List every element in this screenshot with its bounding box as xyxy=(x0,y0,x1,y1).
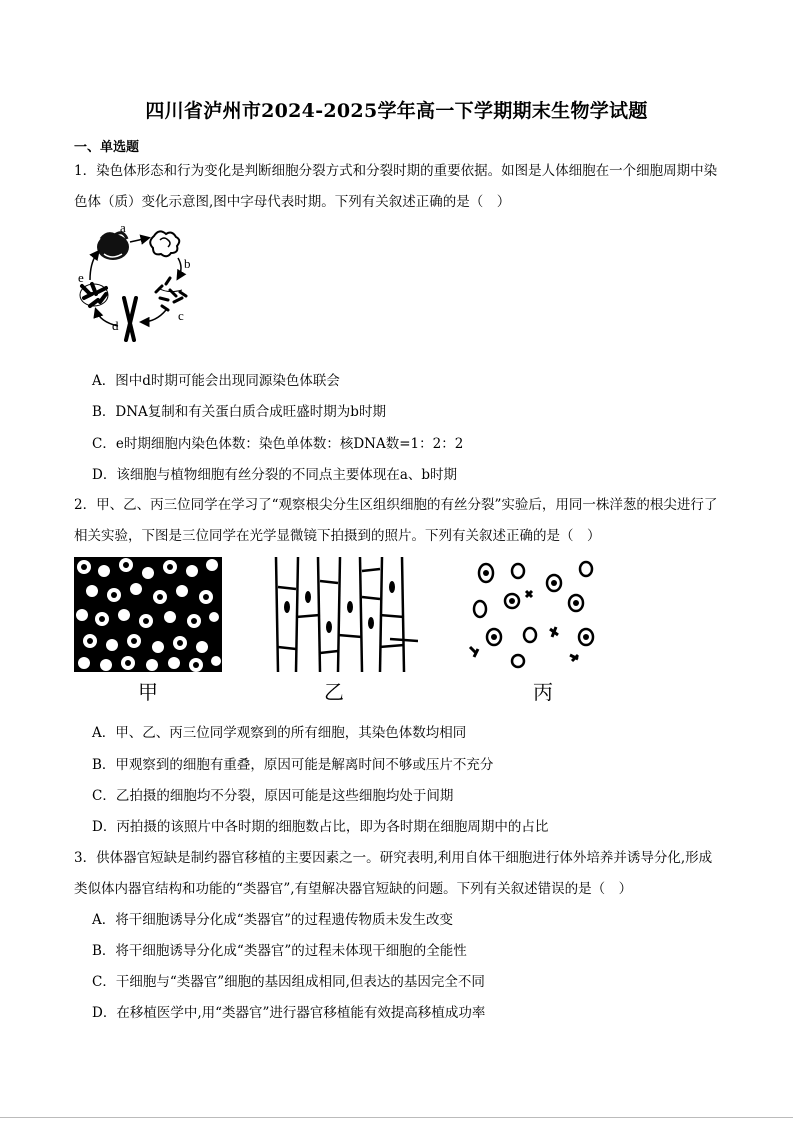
label-e: e xyxy=(78,270,84,285)
question-1-stem: 1．染色体形态和行为变化是判断细胞分裂方式和分裂时期的重要依据。如图是人体细胞在一个细胞周期中染色体（质）变化示意图,图中字母代表时期。下列有关叙述正确的是（ ） xyxy=(74,163,718,210)
label-b: b xyxy=(184,256,191,271)
arrow-e-to-a xyxy=(90,252,98,280)
stage-b-cell xyxy=(150,231,179,256)
micrograph-bing xyxy=(466,557,614,672)
stage-d-cell xyxy=(124,298,136,340)
question-3-option-c: C．干细胞与“类器官”细胞的基因组成相同,但表达的基因完全不同 xyxy=(92,974,485,990)
question-3-stem: 3．供体器官短缺是制约器官移植的主要因素之一。研究表明,利用自体干细胞进行体外培养并诱导分化,形成类似体内器官结构和功能的“类器官”,有望解决器官短缺的问题。下列有关叙述错误的是（ ） xyxy=(74,850,713,897)
question-2-option-c: C．乙拍摄的细胞均不分裂，原因可能是这些细胞均处于间期 xyxy=(92,788,454,804)
micrograph-label-jia: 甲 xyxy=(138,680,158,704)
label-a: a xyxy=(120,222,126,235)
page-title: 四川省泸州市2024-2025学年高一下学期期末生物学试题 xyxy=(145,100,648,122)
section-heading: 一、单选题 xyxy=(74,140,140,155)
stage-a-cell xyxy=(97,233,129,260)
arrow-c-to-d xyxy=(142,310,166,322)
stage-e-cell xyxy=(80,284,108,306)
question-1-option-b: B．DNA复制和有关蛋白质合成旺盛时期为b时期 xyxy=(92,404,386,420)
question-1-option-d: D．该细胞与植物细胞有丝分裂的不同点主要体现在a、b时期 xyxy=(92,467,458,483)
micrograph-label-yi: 乙 xyxy=(324,680,344,704)
question-2-option-b: B．甲观察到的细胞有重叠，原因可能是解离时间不够或压片不充分 xyxy=(92,757,494,773)
micrograph-yi xyxy=(270,557,418,672)
question-3-option-a: A．将干细胞诱导分化成“类器官”的过程遗传物质未发生改变 xyxy=(92,912,454,928)
question-1-option-c: C．e时期细胞内染色体数：染色单体数：核DNA数=1：2：2 xyxy=(92,436,464,452)
question-1-option-a: A．图中d时期可能会出现同源染色体联会 xyxy=(92,373,340,389)
arrow-b-to-c xyxy=(178,258,181,278)
cell-cycle-diagram xyxy=(70,222,210,350)
question-2-option-d: D．丙拍摄的该照片中各时期的细胞数占比，即为各时期在细胞周期中的占比 xyxy=(92,819,549,835)
arrow-a-to-b xyxy=(130,238,148,242)
label-d: d xyxy=(112,318,119,333)
question-3-option-b: B．将干细胞诱导分化成“类器官”的过程未体现干细胞的全能性 xyxy=(92,943,467,959)
question-2-option-a: A．甲、乙、丙三位同学观察到的所有细胞，其染色体数均相同 xyxy=(92,725,467,741)
micrograph-label-bing: 丙 xyxy=(533,680,553,704)
label-c: c xyxy=(178,308,184,323)
micrograph-jia xyxy=(74,557,222,672)
question-3-option-d: D．在移植医学中,用“类器官”进行器官移植能有效提高移植成功率 xyxy=(92,1005,486,1021)
page-bottom-rule xyxy=(0,1117,793,1118)
stage-c-cell xyxy=(156,278,186,310)
question-2-stem: 2．甲、乙、丙三位同学在学习了“观察根尖分生区组织细胞的有丝分裂”实验后，用同一株洋葱的根尖进行了相关实验，下图是三位同学在光学显微镜下拍摄到的照片。下列有关叙述正确的是（ ） xyxy=(74,497,718,544)
